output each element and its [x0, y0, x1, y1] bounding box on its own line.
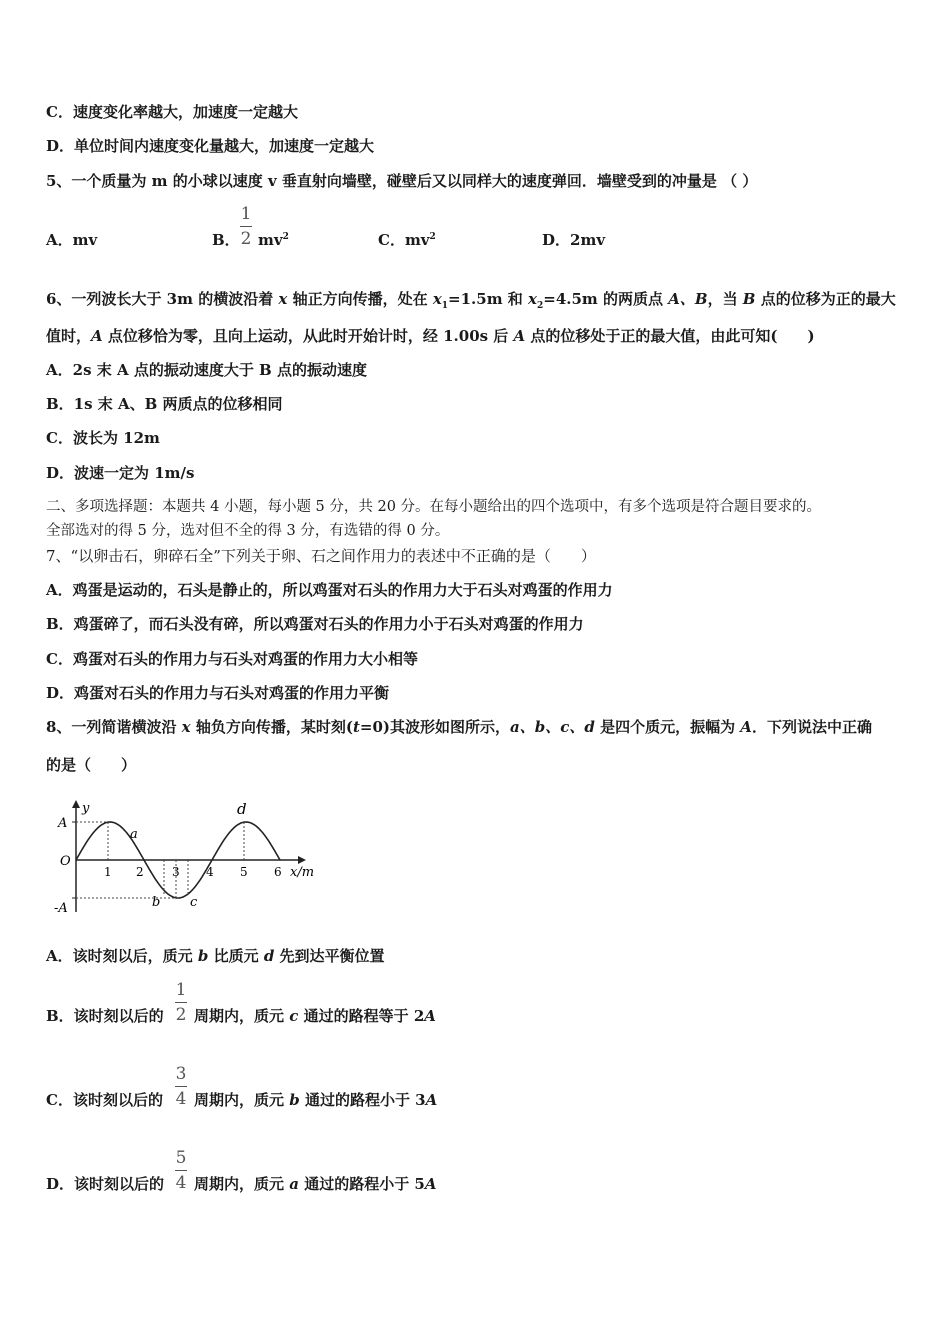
q8-option-b-pre: B．该时刻以后的 [46, 1007, 164, 1025]
q8-stem-line2: 的是（ ） [46, 756, 137, 774]
q8-option-a: A．该时刻以后，质元 b 比质元 d 先到达平衡位置 [46, 947, 385, 965]
origin-label: O [60, 854, 71, 869]
fraction-denominator: 4 [175, 1173, 187, 1193]
q8-option-b-post: 周期内，质元 c 通过的路程等于 2A [194, 1007, 436, 1025]
x-tick-2: 2 [136, 865, 144, 879]
q7-option-d: D．鸡蛋对石头的作用力与石头对鸡蛋的作用力平衡 [46, 684, 390, 702]
waveform-figure [48, 800, 333, 920]
q6-option-c: C．波长为 12m [46, 429, 160, 447]
point-c-label: c [190, 895, 198, 910]
q6-stem-line2: 值时，A 点位移恰为零，且向上运动，从此时开始计时，经 1.00s 后 A 点的位移处于正的最大值，由此可知( ) [46, 327, 815, 345]
fraction-denominator: 4 [175, 1089, 187, 1109]
q4-option-c: C．速度变化率越大，加速度一定越大 [46, 103, 298, 121]
fraction-denominator: 2 [175, 1005, 187, 1025]
q8-option-d-pre: D．该时刻以后的 [46, 1175, 165, 1193]
section2-line1: 二、多项选择题：本题共 4 小题，每小题 5 分，共 20 分。在每小题给出的四个选项中，有多个选项是符合题目要求的。 [46, 499, 822, 515]
x-tick-3: 3 [172, 865, 180, 879]
point-d-label: d [237, 800, 247, 818]
fraction-numerator: 3 [175, 1064, 187, 1084]
q5-option-d: D．2mv [542, 231, 606, 249]
fraction-numerator: 5 [175, 1148, 187, 1168]
q8-option-d-fraction [175, 1148, 187, 1193]
q5-option-c: C．$mv^2$ [378, 231, 436, 249]
amplitude-label: A [58, 816, 68, 831]
y-axis-label: y [82, 801, 90, 816]
fraction-denominator: 2 [240, 229, 252, 249]
q7-stem: 7、“以卵击石，卵碎石全”下列关于卵、石之间作用力的表述中不正确的是（ ） [46, 547, 596, 565]
q5-option-b-rest: $mv^2$ [258, 231, 289, 249]
x-axis-unit: x/m [290, 865, 315, 880]
q8-stem-line1: 8、一列简谐横波沿 x 轴负方向传播，某时刻(t=0)其波形如图所示，a、b、c、d 是四个质元，振幅为 A．下列说法中正确 [46, 718, 872, 736]
section2-line2: 全部选对的得 5 分，选对但不全的得 3 分，有选错的得 0 分。 [46, 523, 450, 539]
q5-stem: 5、一个质量为 m 的小球以速度 v 垂直射向墙壁，碰壁后又以同样大的速度弹回．墙壁受到的冲量是 （ ） [46, 172, 758, 190]
q8-option-d-post: 周期内，质元 a 通过的路程小于 5A [194, 1175, 437, 1193]
q6-option-b: B．1s 末 A、B 两质点的位移相同 [46, 395, 283, 413]
x-tick-6: 6 [274, 865, 282, 879]
x-tick-5: 5 [240, 865, 248, 879]
q8-option-b-fraction [175, 980, 187, 1025]
q7-option-b: B．鸡蛋碎了，而石头没有碎，所以鸡蛋对石头的作用力小于石头对鸡蛋的作用力 [46, 615, 584, 633]
q7-option-c: C．鸡蛋对石头的作用力与石头对鸡蛋的作用力大小相等 [46, 650, 418, 668]
q6-option-a: A．2s 末 A 点的振动速度大于 B 点的振动速度 [46, 361, 367, 379]
point-b-label: b [152, 895, 161, 910]
q5-option-b-label: B． [212, 231, 240, 249]
q6-stem-line1: 6、一列波长大于 3m 的横波沿着 x 轴正方向传播，处在 $x_1=1.5m$ 和 $x_2=4.5m$ 的两质点 A、B，当 B 点的位移为正的最大 [46, 290, 896, 311]
x-tick-4: 4 [206, 865, 214, 879]
q6-option-d: D．波速一定为 1m/s [46, 464, 195, 482]
q8-option-c-post: 周期内，质元 b 通过的路程小于 3A [194, 1091, 438, 1109]
fraction-numerator: 1 [175, 980, 187, 1000]
q8-option-c-pre: C．该时刻以后的 [46, 1091, 163, 1109]
x-axis-arrow [298, 856, 306, 864]
q7-option-a: A．鸡蛋是运动的，石头是静止的，所以鸡蛋对石头的作用力大于石头对鸡蛋的作用力 [46, 581, 613, 599]
q4-option-d: D．单位时间内速度变化量越大，加速度一定越大 [46, 137, 375, 155]
negative-amplitude-label: -A [54, 901, 68, 916]
point-a-label: a [130, 827, 138, 842]
q8-option-c-fraction [175, 1064, 187, 1109]
q5-option-b-fraction [240, 204, 252, 249]
q5-option-a: A．mv [46, 231, 98, 249]
x-tick-1: 1 [104, 865, 112, 879]
fraction-numerator: 1 [240, 204, 252, 224]
y-axis-arrow [72, 800, 80, 808]
